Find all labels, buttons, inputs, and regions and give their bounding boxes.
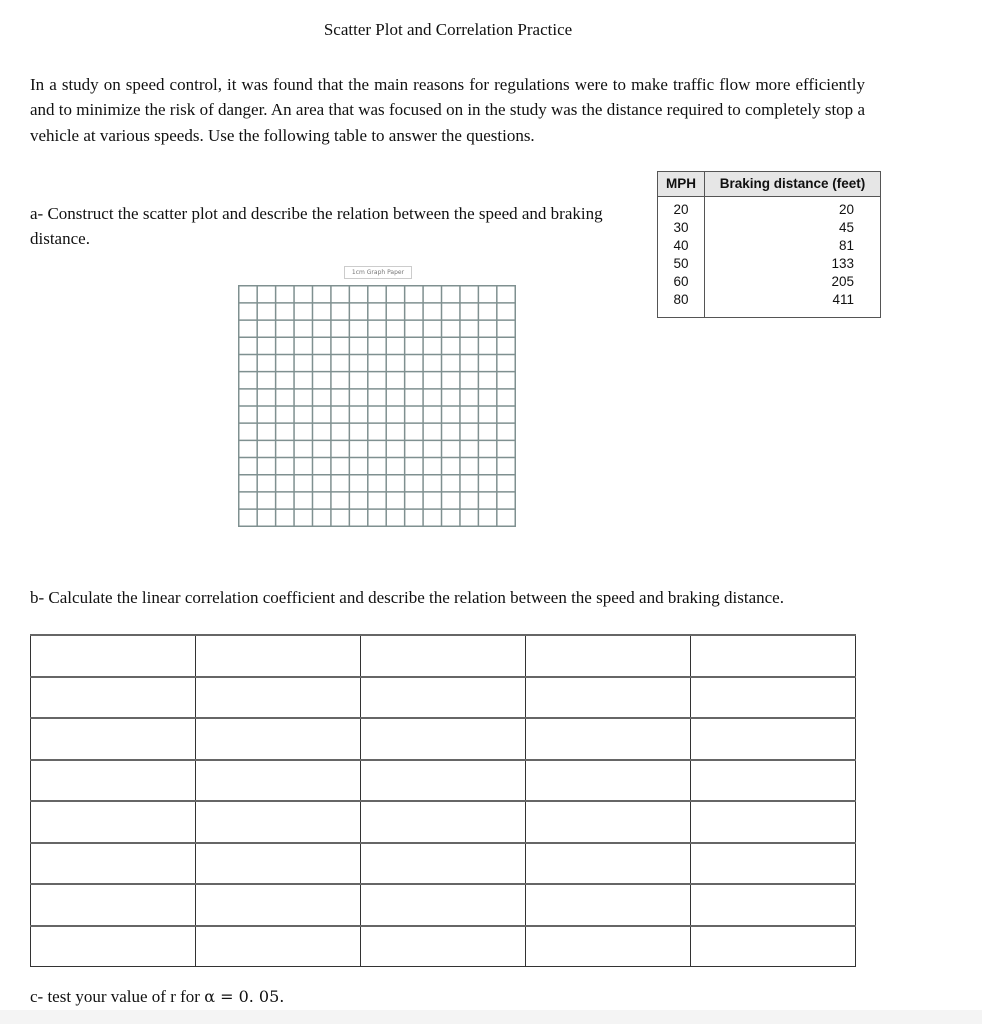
worksheet-cell[interactable] — [691, 926, 856, 967]
mph-column — [658, 197, 705, 318]
worksheet-cell[interactable] — [361, 677, 526, 719]
worksheet-row — [31, 843, 856, 885]
worksheet-cell[interactable] — [31, 884, 196, 926]
worksheet-row — [31, 677, 856, 719]
worksheet-cell[interactable] — [691, 718, 856, 760]
worksheet-cell[interactable] — [31, 635, 196, 677]
table-cell-distance: 20 — [838, 202, 854, 217]
worksheet-cell[interactable] — [31, 926, 196, 967]
worksheet-cell[interactable] — [31, 801, 196, 843]
worksheet-row — [31, 635, 856, 677]
header-mph: MPH — [658, 172, 705, 196]
worksheet-cell[interactable] — [526, 801, 691, 843]
alpha-value: α = 0. 05. — [204, 987, 285, 1006]
speed-braking-table — [657, 171, 881, 318]
worksheet-cell[interactable] — [691, 677, 856, 719]
table-cell-mph: 50 — [673, 256, 689, 271]
worksheet-cell[interactable] — [361, 926, 526, 967]
worksheet-cell[interactable] — [196, 884, 361, 926]
worksheet-row — [31, 718, 856, 760]
table-cell-mph: 20 — [673, 202, 689, 217]
worksheet-cell[interactable] — [196, 677, 361, 719]
worksheet-cell[interactable] — [691, 760, 856, 802]
worksheet-row — [31, 801, 856, 843]
table-cell-distance: 45 — [838, 220, 854, 235]
worksheet-cell[interactable] — [691, 635, 856, 677]
table-cell-mph: 60 — [673, 274, 689, 289]
intro-paragraph: In a study on speed control, it was found that the main reasons for regulations were to make traffic flow more efficiently and to minimize the risk of danger. An area that was focused on in the study was the distance required to completely stop a vehicle at various speeds. Use the following table to answer the questions. — [30, 75, 865, 145]
worksheet-cell[interactable] — [361, 718, 526, 760]
worksheet-cell[interactable] — [196, 843, 361, 885]
worksheet-cell[interactable] — [526, 843, 691, 885]
worksheet-cell[interactable] — [691, 843, 856, 885]
table-header-row — [658, 172, 880, 197]
worksheet-cell[interactable] — [361, 635, 526, 677]
table-cell-mph: 40 — [673, 238, 689, 253]
graph-paper-label: 1cm Graph Paper — [344, 266, 412, 279]
worksheet-cell[interactable] — [361, 843, 526, 885]
worksheet-cell[interactable] — [691, 801, 856, 843]
question-c-text: c- test your value of r for — [30, 987, 205, 1006]
worksheet-cell[interactable] — [361, 760, 526, 802]
table-body — [658, 197, 880, 318]
page-bottom-band — [0, 1010, 982, 1024]
distance-column — [705, 197, 880, 318]
worksheet-row — [31, 760, 856, 802]
worksheet-cell[interactable] — [31, 760, 196, 802]
worksheet-cell[interactable] — [526, 884, 691, 926]
worksheet-cell[interactable] — [196, 760, 361, 802]
worksheet-cell[interactable] — [361, 801, 526, 843]
question-a: a- Construct the scatter plot and describe the relation between the speed and braking distance. — [30, 204, 603, 248]
worksheet-cell[interactable] — [526, 677, 691, 719]
worksheet-cell[interactable] — [31, 718, 196, 760]
graph-paper-grid[interactable] — [238, 285, 516, 527]
worksheet-cell[interactable] — [691, 884, 856, 926]
question-b: b- Calculate the linear correlation coefficient and describe the relation between the speed and braking distance. — [30, 588, 784, 607]
header-braking-distance: Braking distance (feet) — [719, 176, 866, 191]
worksheet-cell[interactable] — [196, 635, 361, 677]
table-cell-mph: 30 — [673, 220, 689, 235]
worksheet-table — [30, 634, 856, 967]
worksheet-cell[interactable] — [196, 926, 361, 967]
worksheet-cell[interactable] — [196, 718, 361, 760]
table-cell-distance: 81 — [838, 238, 854, 253]
table-cell-distance: 133 — [831, 256, 854, 271]
question-c — [30, 987, 284, 1007]
worksheet-row — [31, 926, 856, 967]
worksheet-cell[interactable] — [526, 718, 691, 760]
worksheet-cell[interactable] — [361, 884, 526, 926]
worksheet-cell[interactable] — [526, 926, 691, 967]
document-title: Scatter Plot and Correlation Practice — [323, 20, 573, 39]
worksheet-cell[interactable] — [526, 760, 691, 802]
worksheet-cell[interactable] — [31, 677, 196, 719]
worksheet-cell[interactable] — [31, 843, 196, 885]
worksheet-cell[interactable] — [526, 635, 691, 677]
worksheet-cell[interactable] — [196, 801, 361, 843]
table-cell-distance: 411 — [832, 292, 854, 307]
table-cell-distance: 205 — [831, 274, 854, 289]
worksheet-row — [31, 884, 856, 926]
table-cell-mph: 80 — [673, 292, 689, 307]
